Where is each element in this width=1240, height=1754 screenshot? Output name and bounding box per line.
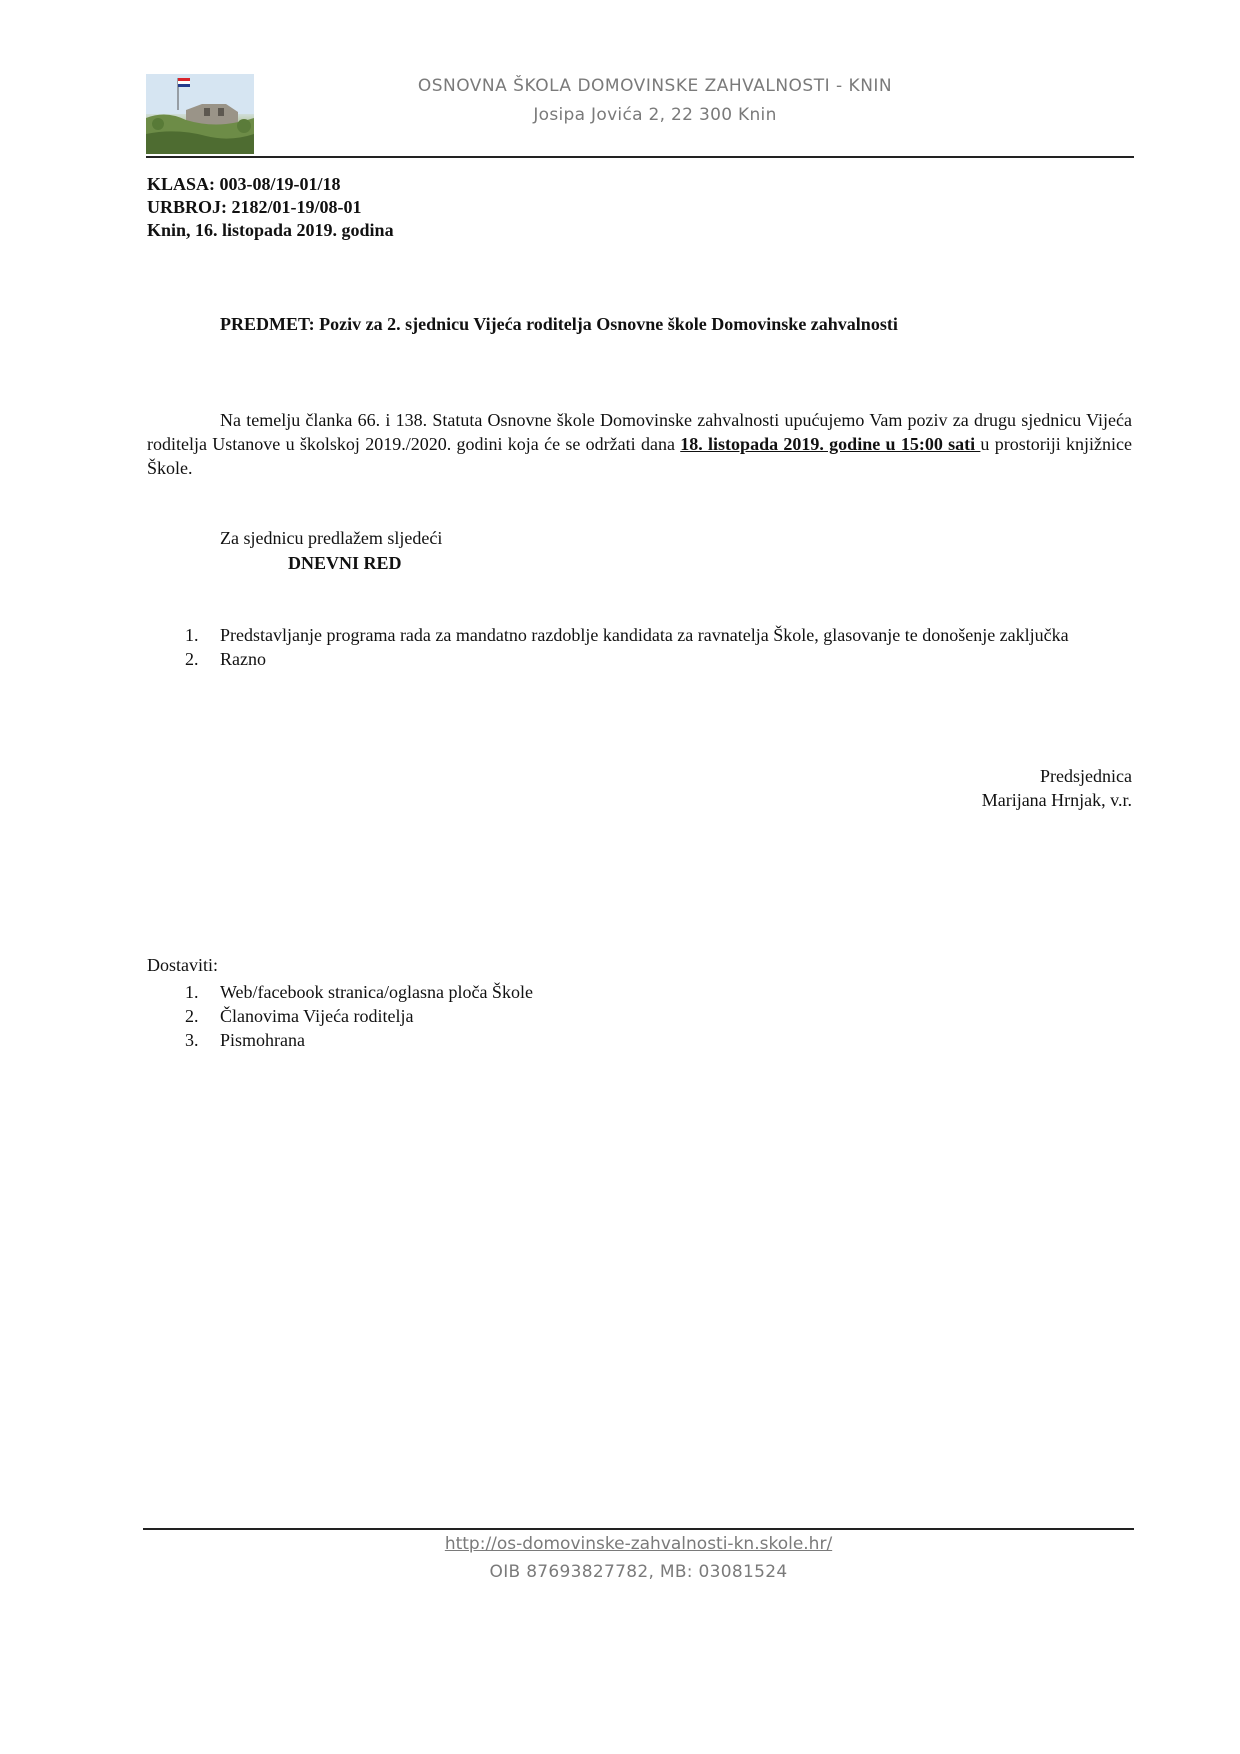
invitation-text-before: Na temelju članka 66. i 138. Statuta Osnovne škole Domovinske zahvalnosti upućujemo Vam poziv za drugu sjednicu Vijeća roditelja Ustanove u školskoj 2019./2020. godini koja će se održati dana <box>147 410 1132 454</box>
delivery-item-text: Pismohrana <box>220 1030 305 1050</box>
school-name: OSNOVNA ŠKOLA DOMOVINSKE ZAHVALNOSTI - KNIN <box>417 76 893 96</box>
invitation-text-after: u prostoriji knjižnice Škole. <box>147 434 1132 478</box>
agenda-proposal: Za sjednicu predlažem sljedeći <box>220 528 443 548</box>
agenda-title: DNEVNI RED <box>288 553 402 573</box>
header-divider <box>146 156 1134 158</box>
list-item <box>147 1004 533 1028</box>
agenda-item-number: 1. <box>185 625 199 645</box>
signature-name: Marijana Hrnjak, v.r. <box>981 790 1132 810</box>
place-date: Knin, 16. listopada 2019. godina <box>147 220 394 240</box>
list-item <box>147 623 1132 647</box>
invitation-paragraph <box>147 408 1132 480</box>
delivery-list <box>147 980 533 1052</box>
list-item <box>147 647 1132 671</box>
meeting-date-time: 18. listopada 2019. godine u 15:00 sati <box>680 434 981 454</box>
delivery-item-number: 3. <box>185 1030 199 1050</box>
delivery-item-number: 1. <box>185 982 199 1002</box>
footer-divider <box>143 1528 1134 1530</box>
delivery-item-text: Web/facebook stranica/oglasna ploča Škole <box>220 982 533 1002</box>
agenda-item-text: Predstavljanje programa rada za mandatno razdoblje kandidata za ravnatelja Škole, glasovanje te donošenje zaključka <box>220 625 1069 645</box>
school-fortress-photo <box>146 74 254 154</box>
urbroj-reference: URBROJ: 2182/01-19/08-01 <box>147 197 362 217</box>
delivery-title: Dostaviti: <box>147 955 218 975</box>
agenda-list <box>147 623 1132 671</box>
agenda-item-text: Razno <box>220 649 266 669</box>
delivery-item-text: Članovima Vijeća roditelja <box>220 1006 414 1026</box>
list-item <box>147 980 533 1004</box>
school-website-link[interactable]: http://os-domovinske-zahvalnosti-kn.skole.hr/ <box>444 1534 833 1554</box>
agenda-item-number: 2. <box>185 649 199 669</box>
subject-line: PREDMET: Poziv za 2. sjednicu Vijeća roditelja Osnovne škole Domovinske zahvalnosti <box>220 314 898 334</box>
signature-role: Predsjednica <box>1040 766 1132 786</box>
list-item <box>147 1028 533 1052</box>
school-address: Josipa Jovića 2, 22 300 Knin <box>533 105 777 125</box>
delivery-item-number: 2. <box>185 1006 199 1026</box>
footer-oib: OIB 87693827782, MB: 03081524 <box>489 1562 788 1582</box>
klasa-reference: KLASA: 003-08/19-01/18 <box>147 174 341 194</box>
